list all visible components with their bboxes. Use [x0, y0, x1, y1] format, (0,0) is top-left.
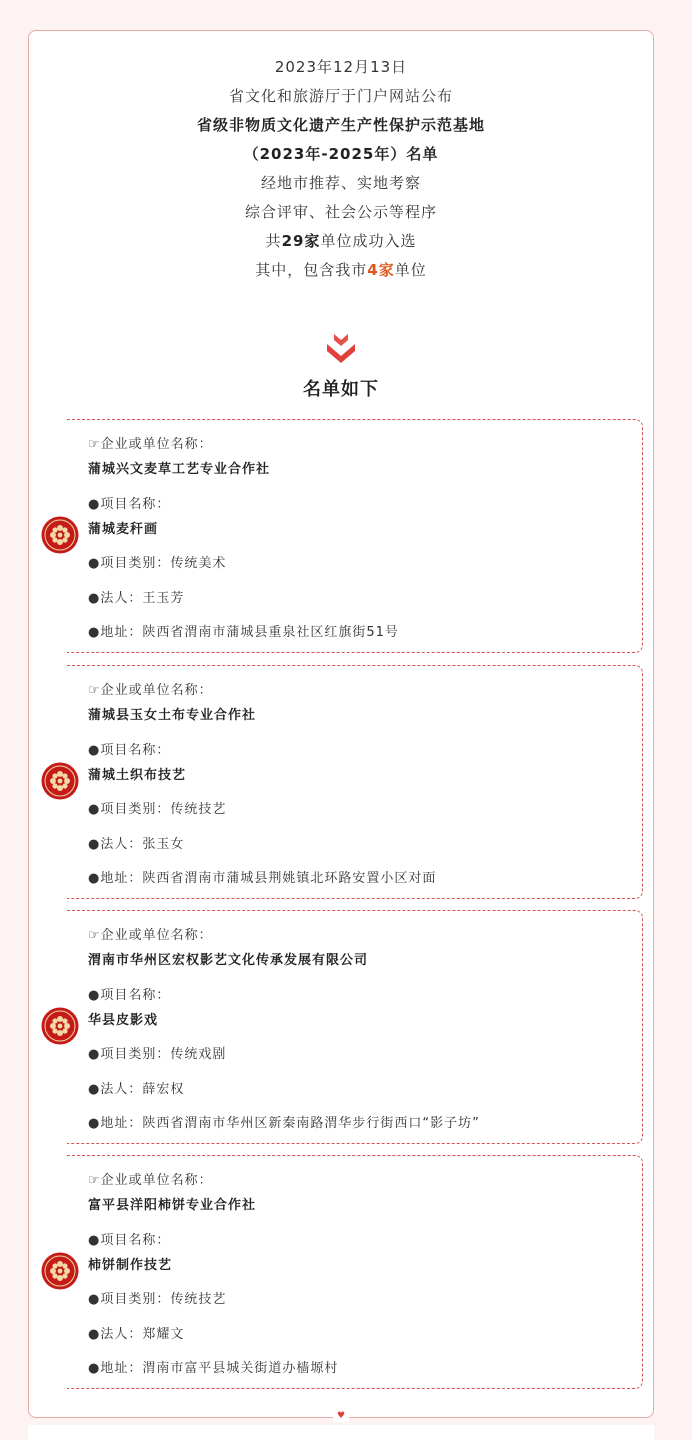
flower-medal-icon [41, 516, 79, 554]
entry-card [67, 910, 643, 1144]
project-category-value: 传统美术 [170, 556, 227, 571]
intro-date: 2023年12月13日 [274, 58, 408, 76]
unit-label: ☞企业或单位名称： [88, 928, 213, 943]
local-count: 4家 [367, 261, 395, 279]
legal-person-prefix: ●法人： [88, 591, 143, 606]
intro-line-8-post: 单位 [394, 261, 427, 279]
unit-label: ☞企业或单位名称： [88, 1173, 213, 1188]
project-category-prefix: ●项目类别： [88, 1047, 171, 1062]
project-category [88, 1288, 226, 1307]
project-category-value: 传统技艺 [170, 1292, 227, 1307]
project-label: ●项目名称： [88, 988, 171, 1003]
project-category-value: 传统技艺 [170, 802, 227, 817]
project-category [88, 552, 226, 571]
next-section-strip [28, 1425, 654, 1440]
legal-person-prefix: ●法人： [88, 1327, 143, 1342]
unit-label: ☞企业或单位名称： [88, 683, 213, 698]
legal-person [88, 587, 184, 606]
intro-line-6: 综合评审、社会公示等程序 [244, 203, 437, 221]
address [88, 1357, 338, 1376]
project-name: 蒲城土织布技艺 [88, 768, 187, 783]
project-label: ●项目名称： [88, 743, 171, 758]
address-value: 陕西省渭南市华州区新秦南路渭华步行街西口“影子坊” [142, 1116, 480, 1131]
total-count: 29家 [281, 232, 321, 250]
address-value: 陕西省渭南市蒲城县荆姚镇北环路安置小区对面 [142, 871, 437, 886]
legal-person [88, 1078, 184, 1097]
intro-line-8-pre: 其中，包含我市 [255, 261, 368, 279]
project-category-prefix: ●项目类别： [88, 1292, 171, 1307]
project-category [88, 798, 226, 817]
intro-line-8 [29, 256, 653, 285]
project-category-prefix: ●项目类别： [88, 556, 171, 571]
project-label: ●项目名称： [88, 497, 171, 512]
intro-text [29, 53, 653, 285]
project-name: 蒲城麦秆画 [88, 522, 159, 537]
unit-label: ☞企业或单位名称： [88, 437, 213, 452]
legal-person [88, 1323, 184, 1342]
project-category [88, 1043, 226, 1062]
entry-card [67, 419, 643, 653]
intro-title: 省级非物质文化遗产生产性保护示范基地 [196, 116, 485, 134]
entry-card [67, 1155, 643, 1389]
legal-person-value: 张玉女 [142, 837, 185, 852]
legal-person-value: 王玉芳 [142, 591, 185, 606]
address-prefix: ●地址： [88, 625, 143, 640]
project-name: 华县皮影戏 [88, 1013, 159, 1028]
flower-medal-icon [41, 1252, 79, 1290]
legal-person [88, 833, 184, 852]
address [88, 867, 436, 886]
intro-line-7-post: 单位成功入选 [320, 232, 417, 250]
legal-person-value: 薛宏权 [142, 1082, 185, 1097]
unit-name: 渭南市华州区宏权影艺文化传承发展有限公司 [88, 953, 369, 968]
double-chevron-down-icon [324, 331, 358, 365]
legal-person-value: 郑耀文 [142, 1327, 185, 1342]
project-category-value: 传统戏剧 [170, 1047, 227, 1062]
unit-name: 蒲城兴文麦草工艺专业合作社 [88, 462, 271, 477]
intro-line-5: 经地市推荐、实地考察 [260, 174, 421, 192]
intro-line-7-pre: 共 [265, 232, 282, 250]
address-prefix: ●地址： [88, 871, 143, 886]
address-prefix: ●地址： [88, 1116, 143, 1131]
address-value: 渭南市富平县城关街道办樯塬村 [142, 1361, 339, 1376]
content-frame [28, 30, 654, 1421]
project-name: 柿饼制作技艺 [88, 1258, 173, 1273]
address-prefix: ●地址： [88, 1361, 143, 1376]
heart-icon: ♥ [333, 1410, 349, 1422]
legal-person-prefix: ●法人： [88, 1082, 143, 1097]
address [88, 621, 399, 640]
intro-period: （2023年-2025年）名单 [243, 145, 439, 163]
project-category-prefix: ●项目类别： [88, 802, 171, 817]
intro-line-7 [29, 227, 653, 256]
list-heading: 名单如下 [303, 379, 379, 400]
entry-card [67, 665, 643, 899]
flower-medal-icon [41, 1007, 79, 1045]
project-label: ●项目名称： [88, 1233, 171, 1248]
intro-line-2: 省文化和旅游厅于门户网站公布 [228, 87, 453, 105]
address [88, 1112, 480, 1131]
unit-name: 富平县洋阳柿饼专业合作社 [88, 1198, 257, 1213]
flower-medal-icon [41, 762, 79, 800]
address-value: 陕西省渭南市蒲城县重泉社区红旗街51号 [142, 625, 399, 640]
unit-name: 蒲城县玉女土布专业合作社 [88, 708, 257, 723]
legal-person-prefix: ●法人： [88, 837, 143, 852]
